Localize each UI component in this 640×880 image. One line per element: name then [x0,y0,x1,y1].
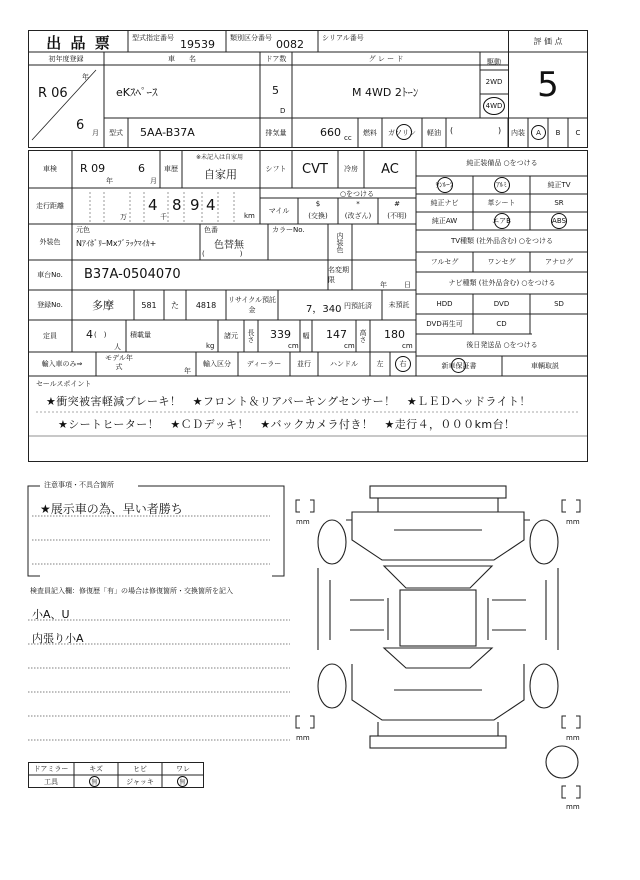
tire-depth-rear-left-unit: mm [296,734,310,742]
parts-tools-value: 無 [89,776,100,787]
mileage-digit-2: 8 [172,196,182,214]
history-note: ※未記入は自家用 [196,154,244,161]
color-no-text: カラーNo. [272,226,305,234]
name-change-day: 日 [404,281,411,289]
recycle-value: 7，340 [306,304,342,315]
km-unit: km [244,212,255,220]
name-change-year: 年 [380,281,387,289]
model-type: 5AA-B37A [140,126,195,139]
ac-label: 冷房 [344,165,358,173]
airbag: エアB [492,217,511,225]
notes-line-1: ★展示車の為、早い者勝ち [40,502,183,516]
sales-line-1: ★衝突被害軽減ブレーキ！ ★フロント＆リアパーキングセンサー！ ★ＬＥＤヘッドライト！ [46,395,531,408]
capacity-paren: ( ) [94,331,107,339]
height-label: 高さ [359,329,367,343]
first-reg-label: 初年度登録 [48,55,84,63]
grade-value: M 4WD 2ﾄｰﾝ [352,86,419,99]
reg-number: 4818 [195,300,217,310]
tv-label: TV種類 (社外品含む) ○をつける [450,237,554,245]
dvd-playback: DVD再生可 [426,320,463,328]
shift-value: CVT [302,161,328,177]
notes-label: 注意事項・不具合箇所 [44,481,114,489]
reg-class: 581 [141,300,157,310]
drive-label: 駆動 [487,58,501,66]
height-unit: cm [402,342,413,350]
color-label: 外装色 [39,238,61,246]
displacement-label: 排気量 [265,129,287,137]
genuine-label: 純正装備品 ○をつける [466,159,538,167]
inspector-line-2: 内張り小A [32,632,84,645]
reg-area: 多摩 [92,299,114,312]
recycle-unit: 円預託済 [344,302,372,310]
genuine-alloy: ｱﾙﾐ [496,181,507,189]
model-year-unit: 年 [184,367,191,375]
inspection-label: 車検 [43,165,57,173]
vehicle-manual: 車輌取説 [531,362,559,370]
reg-label: 登録No. [37,301,63,309]
mileage-digit-1: 4 [148,196,158,214]
mile-unknown-text: (不明) [387,212,407,220]
navi-label: ナビ種類 (社外品含む) ○をつける [448,279,556,287]
mile-swap-mark: $ [315,200,321,208]
capacity-label: 定員 [43,332,57,340]
handle-right: 右 [395,356,411,372]
class-no: 0082 [276,38,304,51]
inspection-month: 6 [138,162,145,175]
door-type: D [280,107,286,115]
model-no-label: 型式指定番号 [132,34,174,42]
parts-scratch: キズ [89,764,103,773]
chassis-value: B37A-0504070 [84,267,181,282]
navi-dvd: DVD [493,300,510,308]
car-name: eKｽﾍﾟｰｽ [116,86,158,99]
length-unit: cm [288,342,299,350]
fuel-label: 燃料 [363,129,377,137]
mile-circle-hint: ○をつける [339,189,375,198]
doors-value: 5 [272,84,279,97]
mileage-man-unit: 万 [120,213,127,221]
width-unit: cm [344,342,355,350]
new-car-warranty: 新車保証書 [441,362,477,370]
first-reg-era: R 06 [38,86,68,101]
grade-label: グ レ ー ド [368,55,404,63]
name-change-label: 名変期限 [328,266,349,284]
sales-label: セールスポイント [36,380,92,388]
fuel-other-bracket: ( [450,126,454,135]
capacity-value: 4 [86,328,93,341]
interior-a: A [531,125,546,140]
inspection-year-unit: 年 [106,177,113,185]
genuine-aw: 純正AW [431,217,458,225]
first-reg-month-unit: 月 [92,129,99,137]
import-label: 輸入車のみ⇒ [41,360,83,368]
history-value: 自家用 [204,168,237,181]
navi-sd: SD [554,300,564,308]
height-value: 180 [384,328,405,341]
navi-hdd: HDD [436,300,453,308]
recycle-label: リサイクル預託金 [227,296,277,314]
tv-fullseg: フルセグ [430,258,459,266]
color-no-label: 色番 [204,226,218,234]
cd: CD [496,320,507,328]
inspector-line-1: 小A、U [32,608,70,621]
model-year-label: モデル年式 [105,354,133,371]
width-value: 147 [326,328,347,341]
fuel-diesel: 軽油 [427,129,441,137]
drive-4wd: 4WD [483,97,505,115]
first-reg-month: 6 [76,118,85,133]
mileage-digit-4: 4 [206,196,216,214]
recycle-unpaid: 未預託 [388,301,410,309]
cc-unit: cc [344,134,352,142]
genuine-sunroof: ｻﾝﾙｰﾌ [435,181,454,189]
chassis-label: 車台No. [37,271,63,279]
rating-label: 評 価 点 [533,36,563,46]
doors-label: ドア数 [265,55,287,63]
sheet-title: 出 品 票 [46,33,112,52]
mileage-digit-3: 9 [190,196,200,214]
shift-label: シフト [265,165,287,173]
mile-unknown-mark: # [394,200,400,208]
handle-label: ハンドル [330,360,358,368]
orig-color-label: 元色 [76,226,90,234]
mile-mod-mark: * [356,200,360,208]
load-label: 積載量 [130,331,151,339]
inspector-label: 検査員記入欄：修復歴「有」の場合は修復箇所・交換箇所を記入 [30,587,233,595]
tire-depth-front-left-unit: mm [296,518,310,526]
parts-break: ワレ [176,764,190,773]
genuine-tv: 純正TV [547,181,571,189]
model-type-label: 型式 [109,129,123,137]
mileage-sen-unit: 千 [160,213,167,221]
model-no: 19539 [180,38,215,51]
color-no-paren: ( ) [202,250,243,258]
interior-color-label: 内装色 [336,231,344,253]
interior-b: B [555,129,561,137]
color-value: NｱｲﾎﾞﾘｰMxﾌﾞﾗｯｸﾏｲｶ+ [76,239,157,248]
genuine-navi: 純正ナビ [430,199,459,207]
color-change: 色替無 [214,240,244,251]
history-label: 車歴 [164,165,178,173]
parts-jack-value: 無 [177,776,188,787]
tire-depth-rear-right-unit: mm [566,734,580,742]
mileage-label: 走行距離 [36,202,64,210]
sunroof-sr: SR [554,199,564,207]
width-label: 幅 [302,332,310,340]
fuel-other-bracket-close: ) [498,126,502,135]
sales-line-2: ★シートヒーター！ ★ＣＤデッキ！ ★バックカメラ付き！ ★走行４，０００km台！ [58,418,516,431]
leather-seat: 革シート [487,199,516,207]
import-parallel: 並行 [297,360,311,368]
parts-crack: ヒビ [133,764,147,773]
later-label: 後日発送品 ○をつける [466,341,538,349]
capacity-unit: 人 [114,343,121,351]
tire-depth-spare-unit: mm [566,803,580,811]
abs: ABS [552,217,566,225]
interior-c: C [575,129,581,137]
tv-oneseg: ワンセグ [487,258,516,266]
displacement: 660 [320,126,341,139]
dims-label: 諸元 [224,332,238,340]
first-reg-year-unit: 年 [82,73,89,81]
mile-mod-text: (改ざん) [344,212,372,220]
class-no-label: 類別区分番号 [230,34,272,42]
ac-value: AC [381,161,399,177]
length-label: 長さ [247,329,255,343]
rating-value: 5 [537,65,559,105]
interior-label: 内装 [511,129,525,137]
serial-label: シリアル番号 [322,34,364,42]
mile-swap-text: (交換) [308,212,328,220]
reg-kana: た [171,300,179,310]
car-name-label: 車 名 [168,55,196,63]
import-type-label: 輸入区分 [203,360,231,368]
inspection-era: R 09 [80,162,106,175]
handle-left: 左 [376,360,384,368]
tv-analog: アナログ [545,258,573,266]
tire-depth-front-right-unit: mm [566,518,580,526]
inspection-month-unit: 月 [150,177,157,185]
fuel-gasoline: ガソリン [388,129,416,137]
parts-tools: 工具 [44,777,58,786]
length-value: 339 [270,328,291,341]
mile-label: マイル [268,207,290,215]
drive-2wd: 2WD [485,78,503,86]
load-unit: kg [206,342,215,350]
import-dealer: ディーラー [246,360,282,368]
parts-jack: ジャッキ [126,777,154,786]
parts-mirror: ドアミラー [33,764,69,773]
